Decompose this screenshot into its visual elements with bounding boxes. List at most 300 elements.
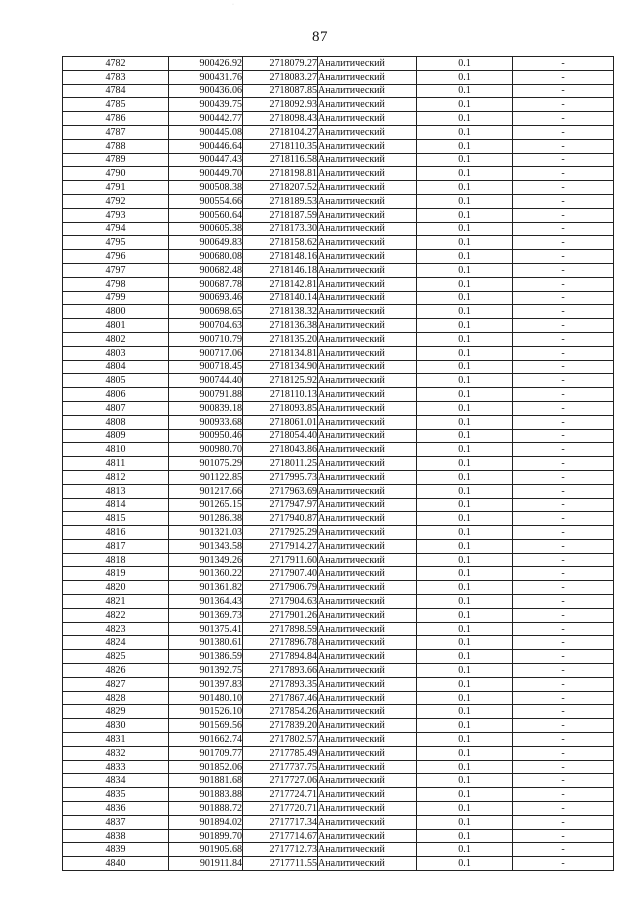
table-row — [63, 567, 614, 581]
method-cell: Аналитический — [318, 57, 417, 71]
point-number-cell: 4807 — [63, 401, 169, 415]
accuracy-cell: 0.1 — [417, 167, 513, 181]
table-row — [63, 429, 614, 443]
x-coordinate-cell: 900560.64 — [169, 208, 243, 222]
point-number-cell: 4837 — [63, 815, 169, 829]
accuracy-cell: 0.1 — [417, 194, 513, 208]
note-cell: - — [513, 774, 614, 788]
table-row — [63, 788, 614, 802]
y-coordinate-cell: 2717995.73 — [243, 470, 318, 484]
point-number-cell: 4828 — [63, 691, 169, 705]
y-coordinate-cell: 2718135.20 — [243, 332, 318, 346]
y-coordinate-cell: 2718011.25 — [243, 457, 318, 471]
method-cell: Аналитический — [318, 291, 417, 305]
point-number-cell: 4812 — [63, 470, 169, 484]
point-number-cell: 4821 — [63, 595, 169, 609]
y-coordinate-cell: 2718087.85 — [243, 84, 318, 98]
point-number-cell: 4786 — [63, 112, 169, 126]
y-coordinate-cell: 2718173.30 — [243, 222, 318, 236]
y-coordinate-cell: 2717904.63 — [243, 595, 318, 609]
table-row — [63, 57, 614, 71]
note-cell: - — [513, 815, 614, 829]
accuracy-cell: 0.1 — [417, 319, 513, 333]
point-number-cell: 4834 — [63, 774, 169, 788]
method-cell: Аналитический — [318, 843, 417, 857]
x-coordinate-cell: 901905.68 — [169, 843, 243, 857]
accuracy-cell: 0.1 — [417, 719, 513, 733]
method-cell: Аналитический — [318, 802, 417, 816]
table-row — [63, 774, 614, 788]
table-row — [63, 457, 614, 471]
method-cell: Аналитический — [318, 526, 417, 540]
x-coordinate-cell: 900431.76 — [169, 70, 243, 84]
y-coordinate-cell: 2717720.71 — [243, 802, 318, 816]
method-cell: Аналитический — [318, 153, 417, 167]
table-row — [63, 250, 614, 264]
table-row — [63, 843, 614, 857]
note-cell: - — [513, 581, 614, 595]
x-coordinate-cell: 900554.66 — [169, 194, 243, 208]
point-number-cell: 4797 — [63, 263, 169, 277]
table-row — [63, 332, 614, 346]
x-coordinate-cell: 900980.70 — [169, 443, 243, 457]
method-cell: Аналитический — [318, 608, 417, 622]
y-coordinate-cell: 2718043.86 — [243, 443, 318, 457]
table-row — [63, 512, 614, 526]
x-coordinate-cell: 901075.29 — [169, 457, 243, 471]
method-cell: Аналитический — [318, 443, 417, 457]
x-coordinate-cell: 900950.46 — [169, 429, 243, 443]
point-number-cell: 4793 — [63, 208, 169, 222]
note-cell: - — [513, 194, 614, 208]
note-cell: - — [513, 70, 614, 84]
accuracy-cell: 0.1 — [417, 374, 513, 388]
method-cell: Аналитический — [318, 815, 417, 829]
point-number-cell: 4818 — [63, 553, 169, 567]
x-coordinate-cell: 900693.46 — [169, 291, 243, 305]
page-number: 87 — [312, 29, 328, 45]
note-cell: - — [513, 553, 614, 567]
table-row — [63, 305, 614, 319]
x-coordinate-cell: 901569.56 — [169, 719, 243, 733]
y-coordinate-cell: 2718110.13 — [243, 388, 318, 402]
point-number-cell: 4838 — [63, 829, 169, 843]
point-number-cell: 4803 — [63, 346, 169, 360]
method-cell: Аналитический — [318, 194, 417, 208]
accuracy-cell: 0.1 — [417, 208, 513, 222]
accuracy-cell: 0.1 — [417, 415, 513, 429]
note-cell: - — [513, 429, 614, 443]
x-coordinate-cell: 900426.92 — [169, 57, 243, 71]
method-cell: Аналитический — [318, 553, 417, 567]
method-cell: Аналитический — [318, 539, 417, 553]
note-cell: - — [513, 57, 614, 71]
x-coordinate-cell: 900718.45 — [169, 360, 243, 374]
y-coordinate-cell: 2717906.79 — [243, 581, 318, 595]
note-cell: - — [513, 346, 614, 360]
note-cell: - — [513, 153, 614, 167]
method-cell: Аналитический — [318, 719, 417, 733]
table-row — [63, 484, 614, 498]
method-cell: Аналитический — [318, 829, 417, 843]
method-cell: Аналитический — [318, 360, 417, 374]
y-coordinate-cell: 2717911.60 — [243, 553, 318, 567]
method-cell: Аналитический — [318, 277, 417, 291]
y-coordinate-cell: 2718092.93 — [243, 98, 318, 112]
table-row — [63, 691, 614, 705]
table-row — [63, 719, 614, 733]
y-coordinate-cell: 2718110.35 — [243, 139, 318, 153]
table-row — [63, 125, 614, 139]
note-cell: - — [513, 705, 614, 719]
note-cell: - — [513, 691, 614, 705]
method-cell: Аналитический — [318, 208, 417, 222]
x-coordinate-cell: 901526.10 — [169, 705, 243, 719]
x-coordinate-cell: 901894.02 — [169, 815, 243, 829]
note-cell: - — [513, 112, 614, 126]
accuracy-cell: 0.1 — [417, 581, 513, 595]
accuracy-cell: 0.1 — [417, 263, 513, 277]
note-cell: - — [513, 595, 614, 609]
note-cell: - — [513, 360, 614, 374]
table-row — [63, 443, 614, 457]
x-coordinate-cell: 900791.88 — [169, 388, 243, 402]
table-row — [63, 802, 614, 816]
method-cell: Аналитический — [318, 733, 417, 747]
point-number-cell: 4833 — [63, 760, 169, 774]
method-cell: Аналитический — [318, 98, 417, 112]
table-row — [63, 153, 614, 167]
accuracy-cell: 0.1 — [417, 470, 513, 484]
note-cell: - — [513, 608, 614, 622]
accuracy-cell: 0.1 — [417, 98, 513, 112]
point-number-cell: 4839 — [63, 843, 169, 857]
note-cell: - — [513, 167, 614, 181]
accuracy-cell: 0.1 — [417, 539, 513, 553]
x-coordinate-cell: 900445.08 — [169, 125, 243, 139]
y-coordinate-cell: 2718079.27 — [243, 57, 318, 71]
x-coordinate-cell: 901217.66 — [169, 484, 243, 498]
y-coordinate-cell: 2717907.40 — [243, 567, 318, 581]
table-row — [63, 263, 614, 277]
point-number-cell: 4819 — [63, 567, 169, 581]
method-cell: Аналитический — [318, 236, 417, 250]
accuracy-cell: 0.1 — [417, 733, 513, 747]
point-number-cell: 4808 — [63, 415, 169, 429]
y-coordinate-cell: 2718189.53 — [243, 194, 318, 208]
method-cell: Аналитический — [318, 691, 417, 705]
point-number-cell: 4810 — [63, 443, 169, 457]
table-row — [63, 112, 614, 126]
note-cell: - — [513, 250, 614, 264]
x-coordinate-cell: 901286.38 — [169, 512, 243, 526]
x-coordinate-cell: 901343.58 — [169, 539, 243, 553]
table-row — [63, 608, 614, 622]
table-row — [63, 857, 614, 871]
method-cell: Аналитический — [318, 125, 417, 139]
table-row — [63, 208, 614, 222]
method-cell: Аналитический — [318, 788, 417, 802]
x-coordinate-cell: 900436.06 — [169, 84, 243, 98]
note-cell: - — [513, 388, 614, 402]
accuracy-cell: 0.1 — [417, 843, 513, 857]
point-number-cell: 4798 — [63, 277, 169, 291]
point-number-cell: 4830 — [63, 719, 169, 733]
x-coordinate-cell: 900605.38 — [169, 222, 243, 236]
method-cell: Аналитический — [318, 512, 417, 526]
note-cell: - — [513, 319, 614, 333]
x-coordinate-cell: 901369.73 — [169, 608, 243, 622]
accuracy-cell: 0.1 — [417, 567, 513, 581]
note-cell: - — [513, 401, 614, 415]
point-number-cell: 4827 — [63, 677, 169, 691]
table-row — [63, 622, 614, 636]
x-coordinate-cell: 900687.78 — [169, 277, 243, 291]
table-row — [63, 401, 614, 415]
x-coordinate-cell: 900744.40 — [169, 374, 243, 388]
y-coordinate-cell: 2718116.58 — [243, 153, 318, 167]
x-coordinate-cell: 900698.65 — [169, 305, 243, 319]
x-coordinate-cell: 900933.68 — [169, 415, 243, 429]
table-row — [63, 650, 614, 664]
point-number-cell: 4824 — [63, 636, 169, 650]
accuracy-cell: 0.1 — [417, 277, 513, 291]
table-row — [63, 346, 614, 360]
table-row — [63, 636, 614, 650]
y-coordinate-cell: 2718134.90 — [243, 360, 318, 374]
note-cell: - — [513, 457, 614, 471]
x-coordinate-cell: 901122.85 — [169, 470, 243, 484]
y-coordinate-cell: 2718142.81 — [243, 277, 318, 291]
table-row — [63, 539, 614, 553]
accuracy-cell: 0.1 — [417, 181, 513, 195]
note-cell: - — [513, 139, 614, 153]
method-cell: Аналитический — [318, 484, 417, 498]
x-coordinate-cell: 901349.26 — [169, 553, 243, 567]
x-coordinate-cell: 901911.84 — [169, 857, 243, 871]
table-row — [63, 84, 614, 98]
y-coordinate-cell: 2717914.27 — [243, 539, 318, 553]
y-coordinate-cell: 2718140.14 — [243, 291, 318, 305]
point-number-cell: 4809 — [63, 429, 169, 443]
method-cell: Аналитический — [318, 84, 417, 98]
table-row — [63, 415, 614, 429]
method-cell: Аналитический — [318, 319, 417, 333]
y-coordinate-cell: 2718104.27 — [243, 125, 318, 139]
y-coordinate-cell: 2717896.78 — [243, 636, 318, 650]
point-number-cell: 4799 — [63, 291, 169, 305]
table-row — [63, 374, 614, 388]
y-coordinate-cell: 2717724.71 — [243, 788, 318, 802]
point-number-cell: 4805 — [63, 374, 169, 388]
point-number-cell: 4784 — [63, 84, 169, 98]
accuracy-cell: 0.1 — [417, 677, 513, 691]
table-row — [63, 498, 614, 512]
method-cell: Аналитический — [318, 705, 417, 719]
method-cell: Аналитический — [318, 401, 417, 415]
note-cell: - — [513, 181, 614, 195]
note-cell: - — [513, 222, 614, 236]
note-cell: - — [513, 84, 614, 98]
point-number-cell: 4795 — [63, 236, 169, 250]
point-number-cell: 4822 — [63, 608, 169, 622]
note-cell: - — [513, 277, 614, 291]
point-number-cell: 4782 — [63, 57, 169, 71]
point-number-cell: 4814 — [63, 498, 169, 512]
note-cell: - — [513, 802, 614, 816]
y-coordinate-cell: 2717893.35 — [243, 677, 318, 691]
table-row — [63, 388, 614, 402]
table-row — [63, 360, 614, 374]
accuracy-cell: 0.1 — [417, 746, 513, 760]
point-number-cell: 4791 — [63, 181, 169, 195]
method-cell: Аналитический — [318, 746, 417, 760]
table-row — [63, 581, 614, 595]
x-coordinate-cell: 901881.68 — [169, 774, 243, 788]
table-row — [63, 139, 614, 153]
x-coordinate-cell: 900446.64 — [169, 139, 243, 153]
y-coordinate-cell: 2717867.46 — [243, 691, 318, 705]
note-cell: - — [513, 470, 614, 484]
accuracy-cell: 0.1 — [417, 498, 513, 512]
method-cell: Аналитический — [318, 470, 417, 484]
accuracy-cell: 0.1 — [417, 332, 513, 346]
note-cell: - — [513, 443, 614, 457]
y-coordinate-cell: 2717925.29 — [243, 526, 318, 540]
accuracy-cell: 0.1 — [417, 457, 513, 471]
y-coordinate-cell: 2717893.66 — [243, 664, 318, 678]
method-cell: Аналитический — [318, 774, 417, 788]
accuracy-cell: 0.1 — [417, 236, 513, 250]
method-cell: Аналитический — [318, 457, 417, 471]
x-coordinate-cell: 901709.77 — [169, 746, 243, 760]
point-number-cell: 4806 — [63, 388, 169, 402]
accuracy-cell: 0.1 — [417, 388, 513, 402]
table-row — [63, 677, 614, 691]
table-row — [63, 595, 614, 609]
point-number-cell: 4816 — [63, 526, 169, 540]
method-cell: Аналитический — [318, 70, 417, 84]
note-cell: - — [513, 484, 614, 498]
x-coordinate-cell: 900680.08 — [169, 250, 243, 264]
y-coordinate-cell: 2718134.81 — [243, 346, 318, 360]
point-number-cell: 4792 — [63, 194, 169, 208]
y-coordinate-cell: 2717737.75 — [243, 760, 318, 774]
point-number-cell: 4802 — [63, 332, 169, 346]
method-cell: Аналитический — [318, 581, 417, 595]
note-cell: - — [513, 760, 614, 774]
note-cell: - — [513, 498, 614, 512]
point-number-cell: 4804 — [63, 360, 169, 374]
x-coordinate-cell: 901662.74 — [169, 733, 243, 747]
table-row — [63, 470, 614, 484]
method-cell: Аналитический — [318, 429, 417, 443]
x-coordinate-cell: 900682.48 — [169, 263, 243, 277]
note-cell: - — [513, 512, 614, 526]
method-cell: Аналитический — [318, 139, 417, 153]
method-cell: Аналитический — [318, 677, 417, 691]
accuracy-cell: 0.1 — [417, 346, 513, 360]
note-cell: - — [513, 305, 614, 319]
point-number-cell: 4815 — [63, 512, 169, 526]
note-cell: - — [513, 374, 614, 388]
note-cell: - — [513, 719, 614, 733]
note-cell: - — [513, 677, 614, 691]
table-row — [63, 664, 614, 678]
method-cell: Аналитический — [318, 181, 417, 195]
y-coordinate-cell: 2717947.97 — [243, 498, 318, 512]
y-coordinate-cell: 2718138.32 — [243, 305, 318, 319]
accuracy-cell: 0.1 — [417, 691, 513, 705]
table-row — [63, 829, 614, 843]
accuracy-cell: 0.1 — [417, 222, 513, 236]
x-coordinate-cell: 901397.83 — [169, 677, 243, 691]
method-cell: Аналитический — [318, 636, 417, 650]
y-coordinate-cell: 2718198.81 — [243, 167, 318, 181]
x-coordinate-cell: 901392.75 — [169, 664, 243, 678]
point-number-cell: 4829 — [63, 705, 169, 719]
accuracy-cell: 0.1 — [417, 774, 513, 788]
y-coordinate-cell: 2718093.85 — [243, 401, 318, 415]
x-coordinate-cell: 901852.06 — [169, 760, 243, 774]
note-cell: - — [513, 664, 614, 678]
method-cell: Аналитический — [318, 857, 417, 871]
table-row — [63, 222, 614, 236]
table-row — [63, 194, 614, 208]
y-coordinate-cell: 2717894.84 — [243, 650, 318, 664]
method-cell: Аналитический — [318, 250, 417, 264]
method-cell: Аналитический — [318, 650, 417, 664]
accuracy-cell: 0.1 — [417, 125, 513, 139]
point-number-cell: 4823 — [63, 622, 169, 636]
x-coordinate-cell: 900442.77 — [169, 112, 243, 126]
method-cell: Аналитический — [318, 595, 417, 609]
y-coordinate-cell: 2717839.20 — [243, 719, 318, 733]
table-row — [63, 291, 614, 305]
x-coordinate-cell: 900839.18 — [169, 401, 243, 415]
y-coordinate-cell: 2718207.52 — [243, 181, 318, 195]
accuracy-cell: 0.1 — [417, 829, 513, 843]
point-number-cell: 4787 — [63, 125, 169, 139]
accuracy-cell: 0.1 — [417, 443, 513, 457]
note-cell: - — [513, 622, 614, 636]
accuracy-cell: 0.1 — [417, 595, 513, 609]
note-cell: - — [513, 332, 614, 346]
point-number-cell: 4783 — [63, 70, 169, 84]
table-row — [63, 746, 614, 760]
accuracy-cell: 0.1 — [417, 139, 513, 153]
accuracy-cell: 0.1 — [417, 429, 513, 443]
table-row — [63, 553, 614, 567]
note-cell: - — [513, 788, 614, 802]
y-coordinate-cell: 2718187.59 — [243, 208, 318, 222]
method-cell: Аналитический — [318, 760, 417, 774]
note-cell: - — [513, 526, 614, 540]
point-number-cell: 4836 — [63, 802, 169, 816]
note-cell: - — [513, 733, 614, 747]
point-number-cell: 4813 — [63, 484, 169, 498]
y-coordinate-cell: 2717963.69 — [243, 484, 318, 498]
x-coordinate-cell: 900710.79 — [169, 332, 243, 346]
y-coordinate-cell: 2718146.18 — [243, 263, 318, 277]
accuracy-cell: 0.1 — [417, 608, 513, 622]
point-number-cell: 4826 — [63, 664, 169, 678]
method-cell: Аналитический — [318, 498, 417, 512]
x-coordinate-cell: 901480.10 — [169, 691, 243, 705]
y-coordinate-cell: 2718061.01 — [243, 415, 318, 429]
accuracy-cell: 0.1 — [417, 760, 513, 774]
note-cell: - — [513, 650, 614, 664]
